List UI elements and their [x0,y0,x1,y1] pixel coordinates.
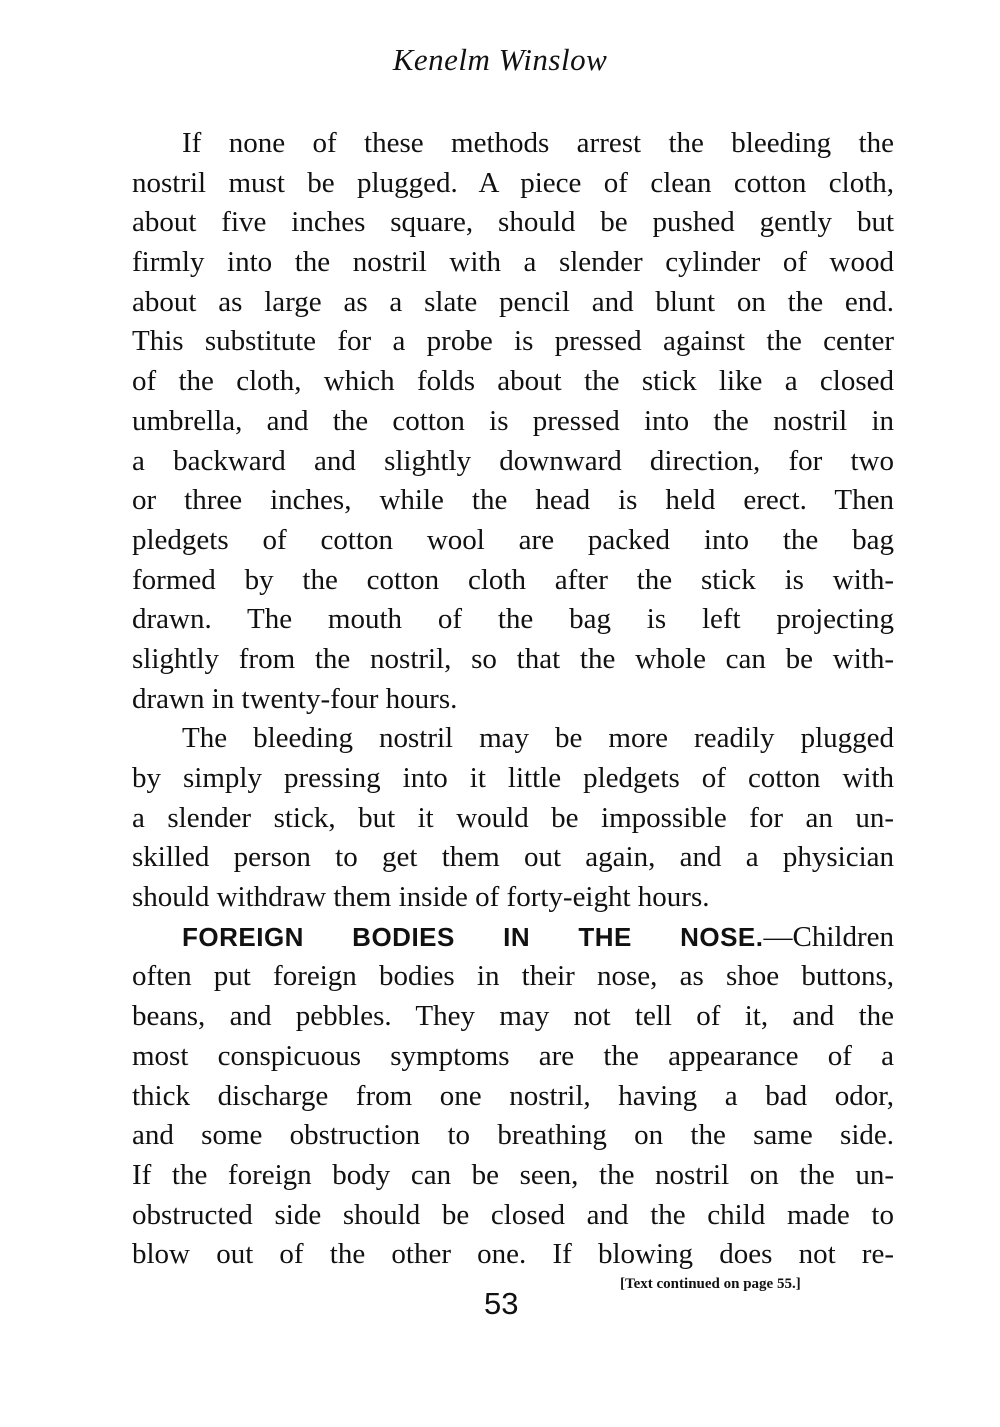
line-text: thick discharge from one nostril, having a bad odor, [132,1079,894,1112]
text-line [132,521,894,561]
line-text: by simply pressing into it little pledgets of cotton with [132,762,894,794]
text-line [132,799,894,839]
line-text: and some obstruction to breathing on the same side. [132,1119,894,1152]
text-line [132,640,894,680]
text-line [132,997,894,1037]
running-header: Kenelm Winslow [392,42,608,77]
line-text: should withdraw them inside of forty-eight hours. [132,881,710,914]
line-text: nostril must be plugged. A piece of clean cotton cloth, [132,166,894,199]
paragraph [132,918,894,1275]
text-line [132,918,894,958]
line-text: If the foreign body can be seen, the nostril on the un- [132,1158,894,1191]
text-line [132,759,894,799]
text-line [132,1116,894,1156]
text-line [132,442,894,482]
text-line [132,283,894,323]
line-text: about as large as a slate pencil and blunt on the end. [132,285,894,318]
text-line [132,1077,894,1117]
line-text: blow out of the other one. If blowing does not re- [132,1238,894,1271]
line-text: most conspicuous symptoms are the appearance of a [132,1039,894,1072]
text-line [132,1156,894,1196]
line-text: pledgets of cotton wool are packed into the bag [132,523,894,556]
line-text: drawn. The mouth of the bag is left projecting [132,603,894,636]
text-line [132,402,894,442]
line-text: drawn in twenty-four hours. [132,682,458,715]
page-body [132,124,894,1275]
line-text: often put foreign bodies in their nose, as shoe buttons, [132,960,894,993]
text-line [132,164,894,204]
text-line [132,838,894,878]
line-text: —Children [763,920,894,953]
paragraph [132,719,894,917]
text-line [132,719,894,759]
text-line [132,878,894,918]
text-line [132,124,894,164]
text-line [132,680,894,720]
line-text: of the cloth, which folds about the stick like a closed [132,365,894,398]
text-line [132,203,894,243]
line-text: beans, and pebbles. They may not tell of it, and the [132,1000,894,1033]
paragraph [132,124,894,719]
text-line [132,561,894,601]
line-text: This substitute for a probe is pressed against the center [132,325,894,358]
line-text: firmly into the nostril with a slender cylinder of wood [132,246,894,279]
page-number: 53 [484,1286,519,1321]
line-text: or three inches, while the head is held erect. Then [132,484,894,517]
continuation-note: [Text continued on page 55.] [620,1276,801,1292]
line-text: a backward and slightly downward direction, for two [132,444,894,477]
text-line [132,1196,894,1236]
line-text: a slender stick, but it would be impossible for an un- [132,801,894,834]
text-line [132,481,894,521]
line-text: If none of these methods arrest the bleeding the [182,127,894,159]
line-text: The bleeding nostril may be more readily plugged [182,722,894,755]
text-line [132,600,894,640]
line-text: slightly from the nostril, so that the whole can be with- [132,642,894,675]
text-line [132,362,894,402]
line-text: skilled person to get them out again, and a physician [132,841,894,874]
line-text: obstructed side should be closed and the child made to [132,1198,894,1231]
line-text: about five inches square, should be pushed gently but [132,206,894,239]
line-text: formed by the cotton cloth after the stick is with- [132,563,894,596]
text-line [132,322,894,362]
section-heading: FOREIGN BODIES IN THE NOSE. [182,921,764,952]
text-line [132,243,894,283]
line-text: umbrella, and the cotton is pressed into the nostril in [132,404,894,437]
text-line [132,1037,894,1077]
text-line [132,957,894,997]
text-line [132,1235,894,1275]
